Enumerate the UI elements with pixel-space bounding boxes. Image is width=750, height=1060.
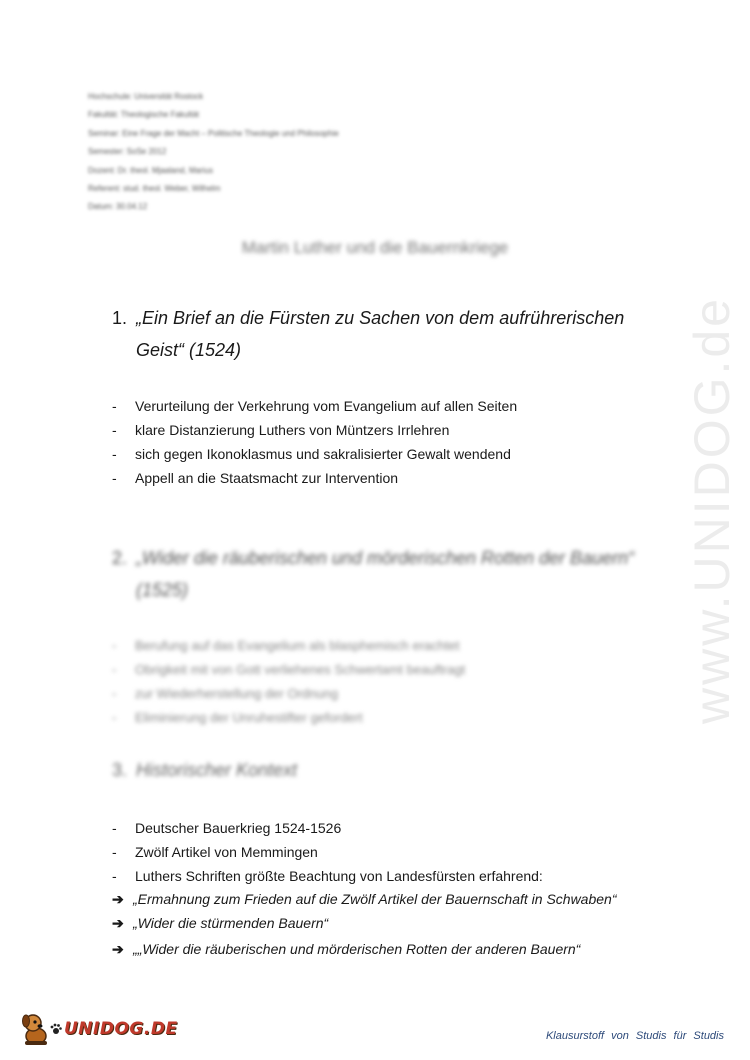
arrow-right-icon: ➔: [112, 915, 124, 931]
list-item: - klare Distanzierung Luthers von Müntzers Irrlehren: [112, 418, 517, 442]
arrow-item: ➔ „Wider die stürmenden Bauern“: [112, 911, 617, 935]
meta-line: Semester: SoSe 2012: [88, 147, 167, 157]
meta-line: Seminar: Eine Frage der Macht – Politische Theologie und Philosophie: [88, 128, 339, 138]
section-3-list: [112, 816, 543, 888]
meta-line: Datum: 30.04.12: [88, 202, 148, 212]
list-item: - Zwölf Artikel von Memmingen: [112, 840, 543, 864]
list-item: - Deutscher Bauerkrieg 1524-1526: [112, 816, 543, 840]
section-number: 3.: [112, 760, 128, 780]
arrow-item: ➔ „„Wider die räuberischen und mörderischen Rotten der anderen Bauern“: [112, 937, 617, 961]
document-title: Martin Luther und die Bauernkriege: [241, 238, 509, 257]
section-number: 1.: [112, 308, 128, 328]
bullet-dash: -: [112, 662, 117, 677]
bullet-dash: -: [112, 470, 117, 486]
bullet-dash: -: [112, 446, 117, 462]
document-header-meta: [88, 88, 339, 217]
list-item: - Appell an die Staatsmacht zur Intervention: [112, 466, 517, 490]
section-title: Historischer Kontext: [136, 760, 298, 780]
list-item: - Eliminierung der Unruhestifter gefordert: [112, 706, 465, 730]
list-item: - zur Wiederherstellung der Ordnung: [112, 682, 465, 706]
section-number: 2.: [112, 548, 128, 568]
footer-tagline: Klausurstoff von Studis für Studis: [545, 1030, 724, 1042]
section-1-list: [112, 394, 517, 490]
list-item: - Luthers Schriften größte Beachtung von Landesfürsten erfahrend:: [112, 864, 543, 888]
arrow-right-icon: ➔: [112, 941, 124, 957]
section-title-line1: „Ein Brief an die Fürsten zu Sachen von dem aufrührerischen: [136, 308, 625, 328]
logo-text: UNIDOG.DE: [64, 1019, 178, 1039]
dog-icon: [20, 1012, 52, 1046]
watermark: www.UNIDOG.de: [684, 296, 740, 724]
section-1-heading: [112, 302, 624, 366]
bullet-dash: -: [112, 638, 117, 653]
unidog-logo[interactable]: [20, 1012, 178, 1046]
section-title-line2: Geist“ (1524): [136, 340, 242, 360]
section-title-line2: (1525): [136, 580, 189, 600]
meta-line: Dozent: Dr. theol. Mjaaland, Marius: [88, 165, 213, 175]
section-title-line1: „Wider die räuberischen und mörderischen Rotten der Bauern“: [136, 548, 635, 568]
bullet-dash: -: [112, 820, 117, 836]
bullet-dash: -: [112, 844, 117, 860]
meta-line: Hochschule: Universität Rostock: [88, 92, 204, 101]
section-3-heading: [112, 754, 297, 786]
paw-icon: [50, 1023, 62, 1035]
section-2-list: [112, 634, 465, 730]
list-item: - Verurteilung der Verkehrung vom Evangelium auf allen Seiten: [112, 394, 517, 418]
section-3-arrow-list: [112, 887, 617, 961]
bullet-dash: -: [112, 710, 117, 725]
meta-line: Fakultät: Theologische Fakultät: [88, 110, 200, 120]
bullet-dash: -: [112, 422, 117, 438]
bullet-dash: -: [112, 686, 117, 701]
bullet-dash: -: [112, 398, 117, 414]
section-2-heading: [112, 542, 634, 606]
meta-line: Referent: stud. theol. Weber, Wilhelm: [88, 184, 221, 194]
list-item: - Berufung auf das Evangelium als blasphemisch erachtet: [112, 634, 465, 658]
list-item: - sich gegen Ikonoklasmus und sakralisierter Gewalt wendend: [112, 442, 517, 466]
list-item: - Obrigkeit mit von Gott verliehenes Schwertamt beauftragt: [112, 658, 465, 682]
arrow-right-icon: ➔: [112, 891, 124, 907]
bullet-dash: -: [112, 868, 117, 884]
arrow-item: ➔ „Ermahnung zum Frieden auf die Zwölf Artikel der Bauernschaft in Schwaben“: [112, 887, 617, 911]
